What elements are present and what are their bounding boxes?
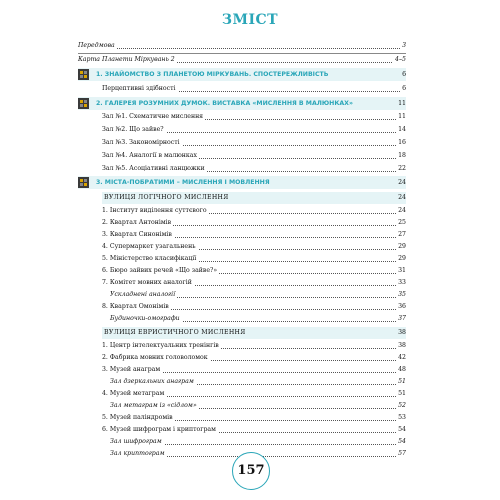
- toc-entry: Зал №2. Що зайве? 14: [102, 124, 406, 136]
- subsection-heading: ВУЛИЦЯ ЕВРИСТИЧНОГО МИСЛЕННЯ 38: [102, 327, 406, 339]
- toc-entry: Будиночки-омографи 37: [110, 313, 406, 325]
- toc-entry: Зал №1. Схематичне мислення 11: [102, 111, 406, 123]
- subsection-heading: ВУЛИЦЯ ЛОГІЧНОГО МИСЛЕННЯ 24: [102, 192, 406, 204]
- toc-entry: Ускладнені аналогії 35: [110, 289, 406, 301]
- toc-entry: 8. Квартал Омонімів 36: [102, 301, 406, 313]
- toc-entry: Перцептивні здібності 6: [102, 83, 406, 95]
- toc-entry: Зал №4. Аналогії в малюнках 18: [102, 150, 406, 162]
- section-heading: 3. МІСТА-ПОБРАТИМИ – МИСЛЕННЯ І МОВЛЕННЯ 24: [78, 176, 406, 189]
- toc-entry: Зал дзеркальних анаграм 51: [110, 376, 406, 388]
- toc-entry: Карта Планети Міркувань 2 4–5: [78, 54, 406, 66]
- toc-entry: 7. Комітет мовних аналогій 33: [102, 277, 406, 289]
- toc-entry: Зал метаграм із «сідлом» 52: [110, 400, 406, 412]
- toc-entry: 4. Музей метаграм 51: [102, 388, 406, 400]
- section-icon: [78, 98, 89, 109]
- section-icon: [78, 69, 89, 80]
- toc-entry: 2. Квартал Антонімів 25: [102, 217, 406, 229]
- toc-entry: 3. Квартал Синонімів 27: [102, 229, 406, 241]
- toc-entry: 4. Супермаркет узагальнень 29: [102, 241, 406, 253]
- toc-entry: Зал криптограм 57: [110, 448, 406, 460]
- toc-entry: 6. Музей шифрограм і криптограм 54: [102, 424, 406, 436]
- toc-entry: 1. Інститут виділення суттєвого 24: [102, 205, 406, 217]
- section-icon: [78, 177, 89, 188]
- toc-entry: 6. Бюро зайвих речей «Що зайве?» 31: [102, 265, 406, 277]
- toc-entry: 5. Міністерство класифікації 29: [102, 253, 406, 265]
- toc-entry: 1. Центр інтелектуальних тренінгів 38: [102, 340, 406, 352]
- toc-entry: Зал №5. Асоціативні ланцюжки 22: [102, 163, 406, 175]
- section-heading: 1. ЗНАЙОМСТВО З ПЛАНЕТОЮ МІРКУВАНЬ. СПОСТЕРЕЖЛИВІСТЬ 6: [78, 68, 406, 81]
- page-number: 157: [232, 452, 270, 490]
- section-heading: 2. ГАЛЕРЕЯ РОЗУМНИХ ДУМОК. ВИСТАВКА «МИСЛЕННЯ В МАЛЮНКАХ» 11: [78, 97, 406, 110]
- toc-entry: 3. Музей анаграм 48: [102, 364, 406, 376]
- toc-entry: 5. Музей паліндромів 53: [102, 412, 406, 424]
- toc-entry: Зал №3. Закономірності 16: [102, 137, 406, 149]
- toc-entry: 2. Фабрика мовних головоломок 42: [102, 352, 406, 364]
- toc-entry: Передмова 3: [78, 40, 406, 52]
- toc-entry: Зал шифрограм 54: [110, 436, 406, 448]
- page-title: ЗМІСТ: [221, 12, 279, 28]
